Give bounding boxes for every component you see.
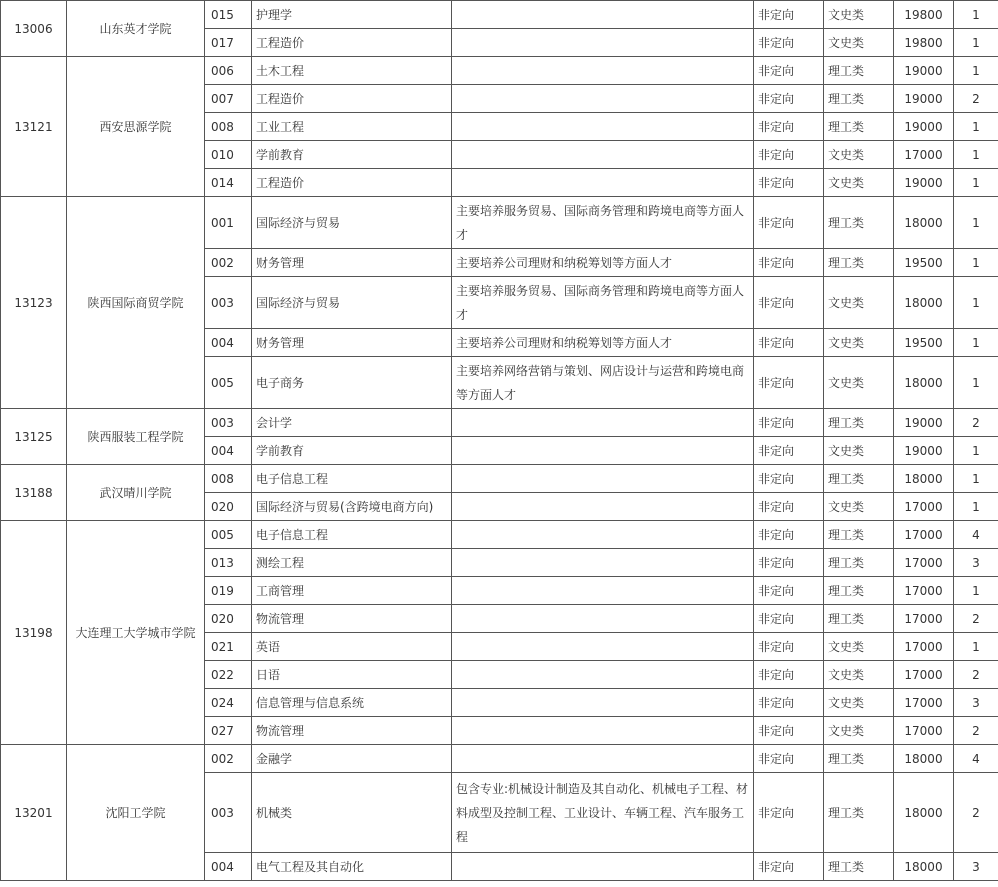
plan-count-cell: 1 [954, 141, 998, 169]
major-code-cell: 008 [205, 465, 252, 493]
subject-category-cell: 理工类 [824, 249, 894, 277]
enrollment-type-cell: 非定向 [754, 521, 824, 549]
tuition-fee-cell: 19000 [894, 57, 954, 85]
plan-count-cell: 1 [954, 113, 998, 141]
major-name-cell: 电气工程及其自动化 [252, 853, 452, 881]
subject-category-cell: 理工类 [824, 465, 894, 493]
enrollment-type-cell: 非定向 [754, 141, 824, 169]
subject-category-cell: 文史类 [824, 277, 894, 329]
school-name-cell: 武汉晴川学院 [67, 465, 205, 521]
enrollment-type-cell: 非定向 [754, 549, 824, 577]
table-row [1, 409, 998, 437]
subject-category-cell: 文史类 [824, 493, 894, 521]
enrollment-type-cell: 非定向 [754, 745, 824, 773]
subject-category-cell: 理工类 [824, 745, 894, 773]
enrollment-type-cell: 非定向 [754, 29, 824, 57]
subject-category-cell: 文史类 [824, 29, 894, 57]
plan-count-cell: 1 [954, 329, 998, 357]
major-description-cell: 包含专业:机械设计制造及其自动化、机械电子工程、材料成型及控制工程、工业设计、车辆工程、汽车服务工程 [452, 773, 754, 853]
major-description-cell [452, 141, 754, 169]
plan-count-cell: 1 [954, 29, 998, 57]
major-code-cell: 003 [205, 773, 252, 853]
plan-count-cell: 1 [954, 249, 998, 277]
plan-count-cell: 1 [954, 169, 998, 197]
tuition-fee-cell: 18000 [894, 853, 954, 881]
enrollment-type-cell: 非定向 [754, 437, 824, 465]
major-code-cell: 019 [205, 577, 252, 605]
school-code-cell: 13198 [1, 521, 67, 745]
enrollment-type-cell: 非定向 [754, 169, 824, 197]
table-row [1, 521, 998, 549]
major-name-cell: 工程造价 [252, 169, 452, 197]
enrollment-type-cell: 非定向 [754, 465, 824, 493]
tuition-fee-cell: 18000 [894, 465, 954, 493]
major-code-cell: 017 [205, 29, 252, 57]
major-name-cell: 国际经济与贸易 [252, 197, 452, 249]
major-code-cell: 014 [205, 169, 252, 197]
major-description-cell: 主要培养公司理财和纳税筹划等方面人才 [452, 329, 754, 357]
subject-category-cell: 理工类 [824, 773, 894, 853]
subject-category-cell: 理工类 [824, 521, 894, 549]
enrollment-type-cell: 非定向 [754, 277, 824, 329]
major-description-cell [452, 521, 754, 549]
major-description-cell: 主要培养公司理财和纳税筹划等方面人才 [452, 249, 754, 277]
major-name-cell: 土木工程 [252, 57, 452, 85]
major-name-cell: 金融学 [252, 745, 452, 773]
major-name-cell: 工商管理 [252, 577, 452, 605]
major-code-cell: 003 [205, 409, 252, 437]
school-name-cell: 陕西服装工程学院 [67, 409, 205, 465]
tuition-fee-cell: 17000 [894, 549, 954, 577]
tuition-fee-cell: 19000 [894, 169, 954, 197]
subject-category-cell: 理工类 [824, 57, 894, 85]
major-code-cell: 002 [205, 249, 252, 277]
major-description-cell [452, 853, 754, 881]
school-code-cell: 13125 [1, 409, 67, 465]
subject-category-cell: 理工类 [824, 853, 894, 881]
subject-category-cell: 理工类 [824, 113, 894, 141]
enrollment-type-cell: 非定向 [754, 1, 824, 29]
subject-category-cell: 理工类 [824, 85, 894, 113]
major-name-cell: 学前教育 [252, 437, 452, 465]
major-description-cell [452, 409, 754, 437]
major-name-cell: 财务管理 [252, 329, 452, 357]
enrollment-type-cell: 非定向 [754, 853, 824, 881]
subject-category-cell: 文史类 [824, 1, 894, 29]
major-name-cell: 学前教育 [252, 141, 452, 169]
major-code-cell: 004 [205, 329, 252, 357]
school-name-cell: 西安思源学院 [67, 57, 205, 197]
major-code-cell: 022 [205, 661, 252, 689]
major-description-cell [452, 689, 754, 717]
major-name-cell: 机械类 [252, 773, 452, 853]
subject-category-cell: 文史类 [824, 689, 894, 717]
subject-category-cell: 文史类 [824, 661, 894, 689]
enrollment-type-cell: 非定向 [754, 773, 824, 853]
subject-category-cell: 理工类 [824, 549, 894, 577]
enrollment-type-cell: 非定向 [754, 113, 824, 141]
major-name-cell: 工程造价 [252, 29, 452, 57]
school-code-cell: 13121 [1, 57, 67, 197]
subject-category-cell: 文史类 [824, 633, 894, 661]
major-code-cell: 008 [205, 113, 252, 141]
major-description-cell [452, 577, 754, 605]
school-code-cell: 13006 [1, 1, 67, 57]
enrollment-type-cell: 非定向 [754, 57, 824, 85]
subject-category-cell: 理工类 [824, 409, 894, 437]
school-name-cell: 山东英才学院 [67, 1, 205, 57]
plan-count-cell: 1 [954, 57, 998, 85]
major-name-cell: 工程造价 [252, 85, 452, 113]
enrollment-type-cell: 非定向 [754, 577, 824, 605]
plan-count-cell: 1 [954, 1, 998, 29]
major-name-cell: 电子信息工程 [252, 465, 452, 493]
major-code-cell: 002 [205, 745, 252, 773]
major-name-cell: 电子信息工程 [252, 521, 452, 549]
enrollment-type-cell: 非定向 [754, 357, 824, 409]
major-name-cell: 英语 [252, 633, 452, 661]
plan-count-cell: 2 [954, 717, 998, 745]
tuition-fee-cell: 17000 [894, 605, 954, 633]
major-description-cell [452, 465, 754, 493]
subject-category-cell: 文史类 [824, 141, 894, 169]
school-name-cell: 大连理工大学城市学院 [67, 521, 205, 745]
major-description-cell [452, 605, 754, 633]
enrollment-type-cell: 非定向 [754, 661, 824, 689]
school-code-cell: 13123 [1, 197, 67, 409]
major-description-cell [452, 57, 754, 85]
enrollment-type-cell: 非定向 [754, 409, 824, 437]
tuition-fee-cell: 17000 [894, 689, 954, 717]
enrollment-type-cell: 非定向 [754, 717, 824, 745]
table-row [1, 745, 998, 773]
tuition-fee-cell: 19000 [894, 409, 954, 437]
table-row [1, 465, 998, 493]
plan-count-cell: 3 [954, 853, 998, 881]
major-code-cell: 021 [205, 633, 252, 661]
enrollment-type-cell: 非定向 [754, 633, 824, 661]
major-description-cell: 主要培养服务贸易、国际商务管理和跨境电商等方面人才 [452, 277, 754, 329]
major-name-cell: 电子商务 [252, 357, 452, 409]
table-row [1, 197, 998, 249]
plan-count-cell: 2 [954, 85, 998, 113]
enrollment-type-cell: 非定向 [754, 689, 824, 717]
school-code-cell: 13188 [1, 465, 67, 521]
major-description-cell [452, 169, 754, 197]
plan-count-cell: 1 [954, 633, 998, 661]
major-description-cell: 主要培养服务贸易、国际商务管理和跨境电商等方面人才 [452, 197, 754, 249]
major-description-cell [452, 661, 754, 689]
major-code-cell: 001 [205, 197, 252, 249]
enrollment-type-cell: 非定向 [754, 85, 824, 113]
tuition-fee-cell: 18000 [894, 277, 954, 329]
tuition-fee-cell: 17000 [894, 493, 954, 521]
major-code-cell: 010 [205, 141, 252, 169]
major-name-cell: 日语 [252, 661, 452, 689]
tuition-fee-cell: 17000 [894, 633, 954, 661]
plan-count-cell: 2 [954, 661, 998, 689]
tuition-fee-cell: 19000 [894, 85, 954, 113]
major-code-cell: 003 [205, 277, 252, 329]
tuition-fee-cell: 18000 [894, 745, 954, 773]
enrollment-type-cell: 非定向 [754, 493, 824, 521]
plan-count-cell: 1 [954, 493, 998, 521]
enrollment-type-cell: 非定向 [754, 605, 824, 633]
major-description-cell: 主要培养网络营销与策划、网店设计与运营和跨境电商等方面人才 [452, 357, 754, 409]
major-description-cell [452, 745, 754, 773]
major-name-cell: 测绘工程 [252, 549, 452, 577]
major-name-cell: 护理学 [252, 1, 452, 29]
tuition-fee-cell: 17000 [894, 521, 954, 549]
major-code-cell: 005 [205, 521, 252, 549]
tuition-fee-cell: 19000 [894, 437, 954, 465]
tuition-fee-cell: 17000 [894, 661, 954, 689]
major-name-cell: 国际经济与贸易 [252, 277, 452, 329]
tuition-fee-cell: 17000 [894, 717, 954, 745]
tuition-fee-cell: 17000 [894, 577, 954, 605]
major-description-cell [452, 29, 754, 57]
plan-count-cell: 1 [954, 277, 998, 329]
subject-category-cell: 文史类 [824, 329, 894, 357]
subject-category-cell: 文史类 [824, 717, 894, 745]
subject-category-cell: 文史类 [824, 169, 894, 197]
table-row [1, 1, 998, 29]
plan-count-cell: 3 [954, 549, 998, 577]
subject-category-cell: 理工类 [824, 605, 894, 633]
school-name-cell: 陕西国际商贸学院 [67, 197, 205, 409]
major-code-cell: 013 [205, 549, 252, 577]
school-name-cell: 沈阳工学院 [67, 745, 205, 881]
plan-count-cell: 1 [954, 197, 998, 249]
plan-count-cell: 1 [954, 577, 998, 605]
tuition-fee-cell: 18000 [894, 773, 954, 853]
plan-count-cell: 4 [954, 745, 998, 773]
major-description-cell [452, 717, 754, 745]
plan-count-cell: 1 [954, 465, 998, 493]
subject-category-cell: 理工类 [824, 197, 894, 249]
subject-category-cell: 文史类 [824, 437, 894, 465]
tuition-fee-cell: 18000 [894, 197, 954, 249]
major-name-cell: 会计学 [252, 409, 452, 437]
major-description-cell [452, 549, 754, 577]
plan-count-cell: 3 [954, 689, 998, 717]
major-name-cell: 物流管理 [252, 605, 452, 633]
tuition-fee-cell: 17000 [894, 141, 954, 169]
table-body [1, 1, 998, 881]
major-description-cell [452, 493, 754, 521]
major-code-cell: 007 [205, 85, 252, 113]
major-code-cell: 004 [205, 853, 252, 881]
major-description-cell [452, 85, 754, 113]
tuition-fee-cell: 19500 [894, 249, 954, 277]
major-description-cell [452, 437, 754, 465]
tuition-fee-cell: 19000 [894, 113, 954, 141]
tuition-fee-cell: 19500 [894, 329, 954, 357]
enrollment-type-cell: 非定向 [754, 329, 824, 357]
major-code-cell: 005 [205, 357, 252, 409]
major-description-cell [452, 633, 754, 661]
major-code-cell: 006 [205, 57, 252, 85]
major-name-cell: 国际经济与贸易(含跨境电商方向) [252, 493, 452, 521]
major-code-cell: 020 [205, 493, 252, 521]
plan-count-cell: 2 [954, 773, 998, 853]
subject-category-cell: 理工类 [824, 577, 894, 605]
table-row [1, 57, 998, 85]
enrollment-type-cell: 非定向 [754, 197, 824, 249]
plan-count-cell: 2 [954, 605, 998, 633]
major-name-cell: 物流管理 [252, 717, 452, 745]
major-name-cell: 信息管理与信息系统 [252, 689, 452, 717]
enrollment-type-cell: 非定向 [754, 249, 824, 277]
major-name-cell: 财务管理 [252, 249, 452, 277]
major-description-cell [452, 113, 754, 141]
major-code-cell: 004 [205, 437, 252, 465]
major-name-cell: 工业工程 [252, 113, 452, 141]
school-code-cell: 13201 [1, 745, 67, 881]
major-code-cell: 015 [205, 1, 252, 29]
subject-category-cell: 文史类 [824, 357, 894, 409]
plan-count-cell: 1 [954, 437, 998, 465]
tuition-fee-cell: 19800 [894, 1, 954, 29]
tuition-fee-cell: 19800 [894, 29, 954, 57]
major-code-cell: 027 [205, 717, 252, 745]
major-code-cell: 024 [205, 689, 252, 717]
plan-count-cell: 2 [954, 409, 998, 437]
plan-count-cell: 4 [954, 521, 998, 549]
plan-count-cell: 1 [954, 357, 998, 409]
major-code-cell: 020 [205, 605, 252, 633]
major-description-cell [452, 1, 754, 29]
tuition-fee-cell: 18000 [894, 357, 954, 409]
